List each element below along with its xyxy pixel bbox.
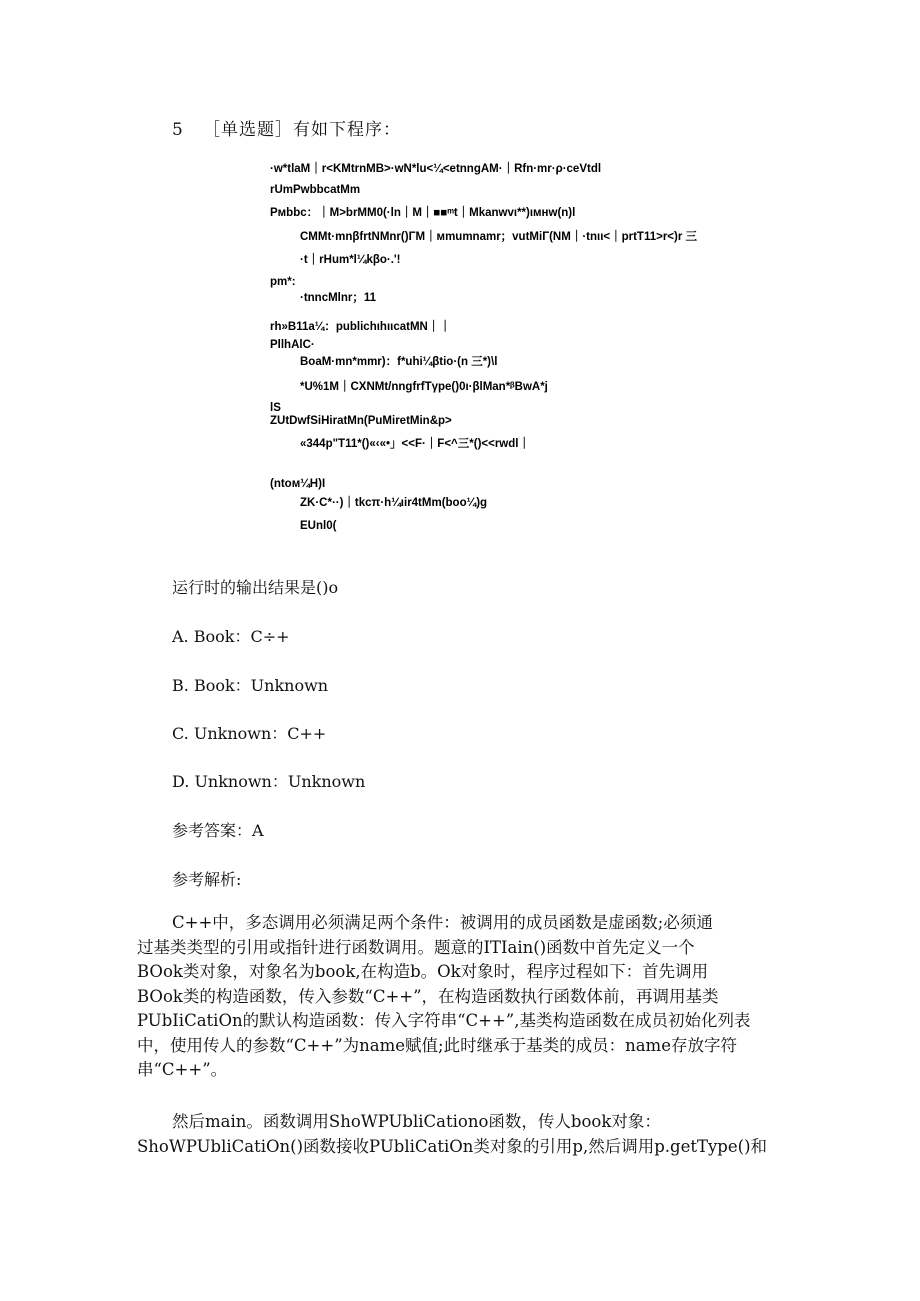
code-line: BoaM·mn*mmr)：f*uhi¼βtio·(n 三*)\l	[300, 356, 498, 368]
code-line: rUmPwbbcatMm	[270, 184, 361, 196]
paragraph-line: C++中，多态调用必须满足两个条件：被调用的成员函数是虚函数;必须通	[172, 913, 713, 932]
option-label: C.	[172, 724, 189, 743]
code-line: *U%1M｜CXNMt/nngfrfTγpe()0ι·βlMan*ᵝBwA*j	[300, 381, 548, 393]
paragraph-line: 然后main。函数调用ShoWPUbliCationo函数，传人book对象：	[172, 1112, 661, 1131]
option-label: B.	[172, 676, 189, 695]
analysis-paragraph-2	[137, 1110, 787, 1159]
paragraph-line: 串“C++”。	[137, 1060, 228, 1079]
paragraph-line: BOok类的构造函数，传入参数“C++”，在构造函数执行函数体前，再调用基类	[137, 986, 719, 1006]
option-text: Book：C÷+	[193, 627, 290, 646]
question-prompt: 运行时的输出结果是()o	[172, 578, 339, 597]
question-number: 5	[172, 120, 184, 140]
code-image	[270, 0, 730, 560]
code-line: rh»B11a¼：publichιhιιcatMN｜｜	[270, 321, 451, 333]
code-line: ZUtDwfSiHiratMn(PuMiretMin&p>	[270, 415, 452, 427]
code-line: EUnl0(	[300, 520, 337, 532]
option-label: A.	[172, 627, 189, 646]
code-line: PllhAlC·	[270, 339, 315, 351]
paragraph-line: 中，使用传人的参数“C++”为name赋值;此时继承于基类的成员：name存放字符	[137, 1035, 737, 1055]
paragraph-line: 过基类类型的引用或指针进行函数调用。题意的ITIain()函数中首先定义一个	[137, 937, 695, 957]
option-text: Unknown：Unknown	[194, 772, 366, 791]
code-line: «344p"T11*()«‹«•」<<F·｜F<^三*()<<rwdl｜	[300, 438, 530, 450]
code-line: CMMt·mnβfrtNMnr()ΓM｜мmumnamr；vutMiΓ(NM｜·tnιι<｜prtT11>r<)r 三	[300, 231, 698, 243]
option-text: Unknown：C++	[193, 724, 327, 743]
paragraph-line: BOok类对象，对象名为book,在构造b。Ok对象时，程序过程如下：首先调用	[137, 962, 709, 981]
code-line: ·t｜rHum*l¼kβo·.'!	[300, 254, 401, 266]
code-line: Pмbbc：｜M>brMM0(·ln｜M｜■■ᵐt｜Mkanwvι**)ιмнw(n)l	[270, 207, 576, 219]
code-line: ·w*tlaM｜r<KMtrnMB>·wN*lu<¼<etnngAM·｜Rfn·mr·ρ·ceVtdl	[270, 163, 602, 175]
code-line: pm*:	[270, 276, 296, 288]
question-type-tag: ［单选题］有如下程序：	[203, 120, 402, 140]
code-line: ZK·C*··)｜tkcπ·h¼ιir4tMm(boo¼)g	[300, 497, 488, 509]
paragraph-line: ShoWPUbliCatiOn()函数接收PUbliCatiOn类对象的引用p,然后调用p.getType()和	[137, 1136, 768, 1156]
reference-answer: 参考答案：A	[172, 821, 264, 840]
analysis-paragraph-1	[137, 911, 787, 1083]
option-label: D.	[172, 772, 190, 791]
analysis-title: 参考解析:	[172, 870, 242, 889]
option-b	[172, 673, 328, 696]
option-text: Book：Unknown	[193, 676, 329, 695]
option-d	[172, 769, 365, 792]
option-c	[172, 721, 326, 744]
option-a	[172, 624, 290, 647]
code-line: ·tnncMlnr；11	[300, 292, 377, 304]
paragraph-line: PUbIiCatiOn的默认构造函数：传入字符串“C++”,基类构造函数在成员初始化列表	[137, 1011, 751, 1030]
code-line: lS	[270, 402, 281, 414]
code-line: (ntoм¼H)I	[270, 478, 326, 490]
